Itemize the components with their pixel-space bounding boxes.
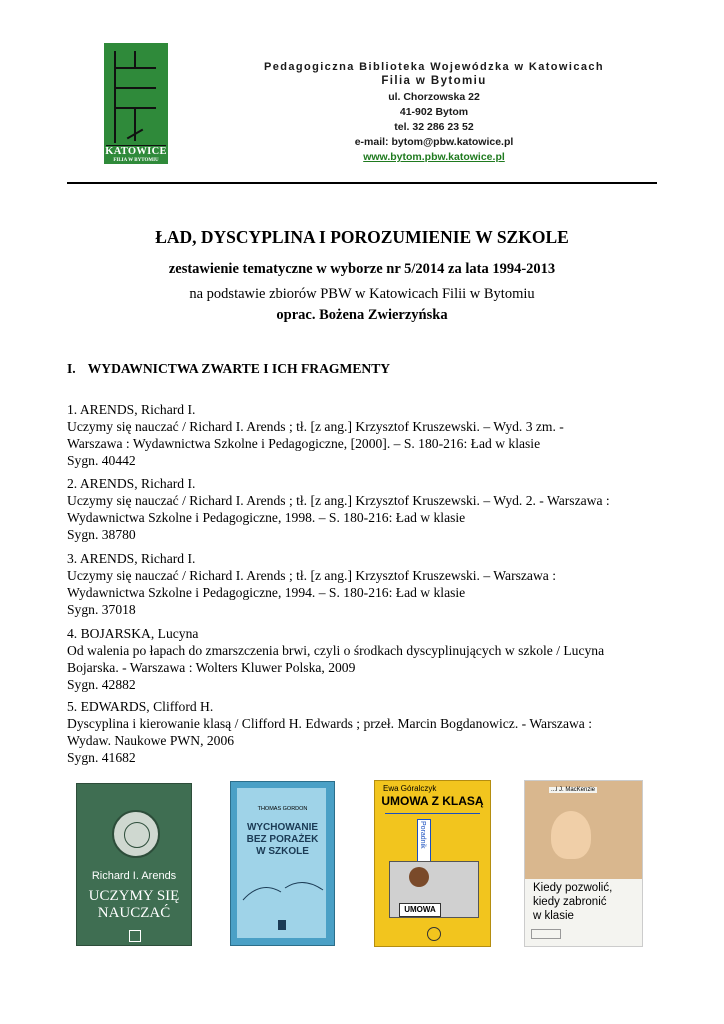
logo-text-city: KATOWICE [105,146,167,157]
cover-title-line: w klasie [533,910,574,922]
entry-line: Wydawnictwa Szkolne i Pedagogiczne, 1998. – S. 180-216: Ład w klasie [67,510,466,525]
teacher-photo-icon [409,867,429,887]
email-address: e-mail: bytom@pbw.katowice.pl [354,136,514,148]
sun-icon [427,927,441,941]
section-heading [67,361,390,377]
cover-author: THOMAS GORDON [257,806,308,812]
cover-title-line: NAUCZAĆ [97,905,171,921]
entry-head: 4. BOJARSKA, Lucyna [67,626,199,641]
entry-line: Wydawnictwa Szkolne i Pedagogiczne, 1994. – S. 180-216: Ład w klasie [67,585,466,600]
publisher-logo-icon [278,920,286,930]
entry-signature: Sygn. 37018 [67,602,136,617]
cover-title-line: W SZKOLE [256,846,309,857]
document-subtitle: zestawienie tematyczne w wyborze nr 5/2014 za lata 1994-2013 [168,261,556,277]
document-author: oprac. Bożena Zwierzyńska [276,307,448,323]
child-photo-icon [551,811,591,859]
entry-line: Uczymy się nauczać / Richard I. Arends ; tł. [z ang.] Krzysztof Kruszewski. – Wyd. 3 zm. - [67,419,564,434]
book-cover-goralczyk [374,780,491,947]
cover-title-line: UCZYMY SIĘ [88,888,180,904]
series-logo-icon [531,929,561,939]
section-number: I. [67,361,76,376]
document-title: ŁAD, DYSCYPLINA I POROZUMIENIE W SZKOLE [155,227,569,247]
cover-title-line: Kiedy pozwolić, [533,882,613,894]
bibliography-entry-3 [67,550,667,618]
library-logo [104,43,168,164]
entry-head: 1. ARENDS, Richard I. [67,402,196,417]
entry-head: 5. EDWARDS, Clifford H. [67,699,214,714]
entry-line: Warszawa : Wydawnictwa Szkolne i Pedagogiczne, [2000]. – S. 180-216: Ład w klasie [67,436,541,451]
phone-number: tel. 32 286 23 52 [394,121,474,133]
entry-line: Od walenia po łapach do zmarszczenia brwi, czyli o środkach dyscyplinujących w szkole / Lucyna [67,643,605,658]
bibliography-entry-4 [67,625,667,693]
book-cover-mackenzie [524,780,643,947]
entry-line: Uczymy się nauczać / Richard I. Arends ; tł. [z ang.] Krzysztof Kruszewski. – Warszawa : [67,568,556,583]
book-cover-arends [76,783,192,946]
entry-signature: Sygn. 42882 [67,677,136,692]
section-title: WYDAWNICTWA ZWARTE I ICH FRAGMENTY [87,361,391,376]
cover-title-line: WYCHOWANIE [246,822,319,833]
bibliography-entry-5 [67,698,667,766]
cover-title: UMOWA Z KLASĄ [381,794,484,808]
seal-icon [112,810,160,858]
cover-author: ...l J. MacKenzie [551,787,596,793]
entry-line: Uczymy się nauczać / Richard I. Arends ; tł. [z ang.] Krzysztof Kruszewski. – Wyd. 2. - Warszawa : [67,493,610,508]
entry-line: Dyscyplina i kierowanie klasą / Clifford H. Edwards ; przeł. Marcin Bogdanowicz. - Warszawa : [67,716,593,731]
website-link[interactable]: www.bytom.pbw.katowice.pl [363,151,505,163]
entry-signature: Sygn. 40442 [67,453,136,468]
hands-illustration-icon [241,870,325,910]
address-postcode: 41-902 Bytom [399,106,469,118]
logo-text-branch: FILIA W BYTOMIU [113,158,159,163]
entry-signature: Sygn. 41682 [67,750,136,765]
address-street: ul. Chorzowska 22 [388,91,480,103]
entry-signature: Sygn. 38780 [67,527,136,542]
bibliography-entry-2 [67,475,667,543]
cover-title-line: kiedy zabronić [533,896,607,908]
publisher-logo-icon [129,930,141,942]
institution-name: Pedagogiczna Biblioteka Wojewódzka w Katowicach [263,61,605,73]
cover-side-label: Poradnik [419,821,426,849]
entry-head: 2. ARENDS, Richard I. [67,476,196,491]
cover-board-label: UMOWA [399,903,441,917]
cover-author: Ewa Góralczyk [383,784,437,793]
header-divider [67,182,657,184]
cover-title-line: BEZ PORAŻEK [246,834,319,845]
entry-head: 3. ARENDS, Richard I. [67,551,196,566]
document-source: na podstawie zbiorów PBW w Katowicach Filii w Bytomiu [189,286,535,302]
cover-author: Richard I. Arends [91,870,177,882]
branch-name: Filia w Bytomiu [381,75,487,87]
bibliography-entry-1 [67,401,667,469]
entry-line: Bojarska. - Warszawa : Wolters Kluwer Polska, 2009 [67,660,356,675]
book-cover-gordon [230,781,335,946]
entry-line: Wydaw. Naukowe PWN, 2006 [67,733,235,748]
